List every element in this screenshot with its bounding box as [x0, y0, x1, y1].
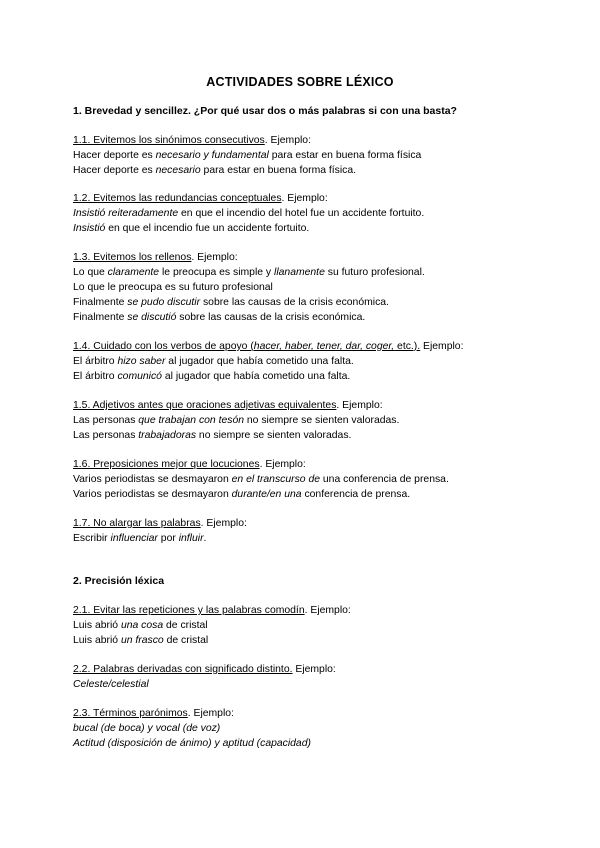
example-line: Luis abrió una cosa de cristal [73, 620, 208, 631]
example-line: Varios periodistas se desmayaron durante/en una conferencia de prensa. [73, 489, 411, 500]
example-line: Luis abrió un frasco de cristal [73, 635, 209, 646]
example-line: Actitud (disposición de ánimo) y aptitud (capacidad) [73, 738, 311, 749]
example-line: El árbitro hizo saber al jugador que había cometido una falta. [73, 356, 354, 367]
subsection-1-3-heading: 1.3. Evitemos los rellenos. Ejemplo: [73, 252, 238, 263]
example-line: Hacer deporte es necesario para estar en buena forma física. [73, 165, 357, 176]
subsection-1-2-title: 1.2. Evitemos las redundancias conceptuales [73, 193, 282, 204]
example-line: bucal (de boca) y vocal (de voz) [73, 723, 221, 734]
section-1-heading: 1. Brevedad y sencillez. ¿Por qué usar dos o más palabras si con una basta? [73, 105, 457, 117]
subsection-2-2-title: 2.2. Palabras derivadas con significado distinto. [73, 664, 293, 675]
example-line: Varios periodistas se desmayaron en el transcurso de una conferencia de prensa. [73, 474, 449, 485]
example-line: El árbitro comunicó al jugador que había cometido una falta. [73, 371, 351, 382]
example-line: Las personas trabajadoras no siempre se sienten valoradas. [73, 430, 352, 441]
subsection-1-2-heading: 1.2. Evitemos las redundancias conceptuales. Ejemplo: [73, 193, 328, 204]
subsection-1-3-title: 1.3. Evitemos los rellenos [73, 252, 192, 263]
subsection-1-5-heading: 1.5. Adjetivos antes que oraciones adjetivas equivalentes. Ejemplo: [73, 400, 383, 411]
subsection-2-3-title: 2.3. Términos parónimos [73, 708, 188, 719]
example-line: Escribir influenciar por influir. [73, 533, 207, 544]
example-line: Lo que claramente le preocupa es simple y llanamente su futuro profesional. [73, 267, 425, 278]
subsection-2-3-heading: 2.3. Términos parónimos. Ejemplo: [73, 708, 234, 719]
subsection-1-1-title: 1.1. Evitemos los sinónimos consecutivos [73, 135, 265, 146]
example-line: Insistió en que el incendio fue un accidente fortuito. [73, 223, 310, 234]
subsection-1-6-title: 1.6. Preposiciones mejor que locuciones [73, 459, 260, 470]
example-line: Insistió reiteradamente en que el incendio del hotel fue un accidente fortuito. [73, 208, 425, 219]
example-line: Finalmente se discutió sobre las causas de la crisis económica. [73, 312, 366, 323]
section-2-heading: 2. Precisión léxica [73, 575, 165, 587]
subsection-2-1-heading: 2.1. Evitar las repeticiones y las palabras comodín. Ejemplo: [73, 605, 351, 616]
example-line: Las personas que trabajan con tesón no siempre se sienten valoradas. [73, 415, 400, 426]
subsection-2-2-heading: 2.2. Palabras derivadas con significado distinto. Ejemplo: [73, 664, 336, 675]
subsection-2-1-title: 2.1. Evitar las repeticiones y las palabras comodín [73, 605, 305, 616]
subsection-1-7-heading: 1.7. No alargar las palabras. Ejemplo: [73, 518, 247, 529]
subsection-1-1-heading: 1.1. Evitemos los sinónimos consecutivos. Ejemplo: [73, 135, 311, 146]
example-line: Finalmente se pudo discutir sobre las causas de la crisis económica. [73, 297, 389, 308]
subsection-1-5-title: 1.5. Adjetivos antes que oraciones adjetivas equivalentes [73, 400, 337, 411]
subsection-1-7-title: 1.7. No alargar las palabras [73, 518, 201, 529]
subsection-1-4-title: 1.4. Cuidado con los verbos de apoyo (hacer, haber, tener, dar, coger, etc.). [73, 341, 421, 352]
subsection-1-4-heading: 1.4. Cuidado con los verbos de apoyo (hacer, haber, tener, dar, coger, etc.). Ejemplo: [73, 341, 464, 352]
subsection-1-6-heading: 1.6. Preposiciones mejor que locuciones. Ejemplo: [73, 459, 306, 470]
document-title: ACTIVIDADES SOBRE LÉXICO [206, 75, 394, 89]
example-line: Hacer deporte es necesario y fundamental para estar en buena forma física [73, 150, 422, 161]
example-line: Celeste/celestial [73, 679, 149, 690]
example-line: Lo que le preocupa es su futuro profesional [73, 282, 273, 293]
